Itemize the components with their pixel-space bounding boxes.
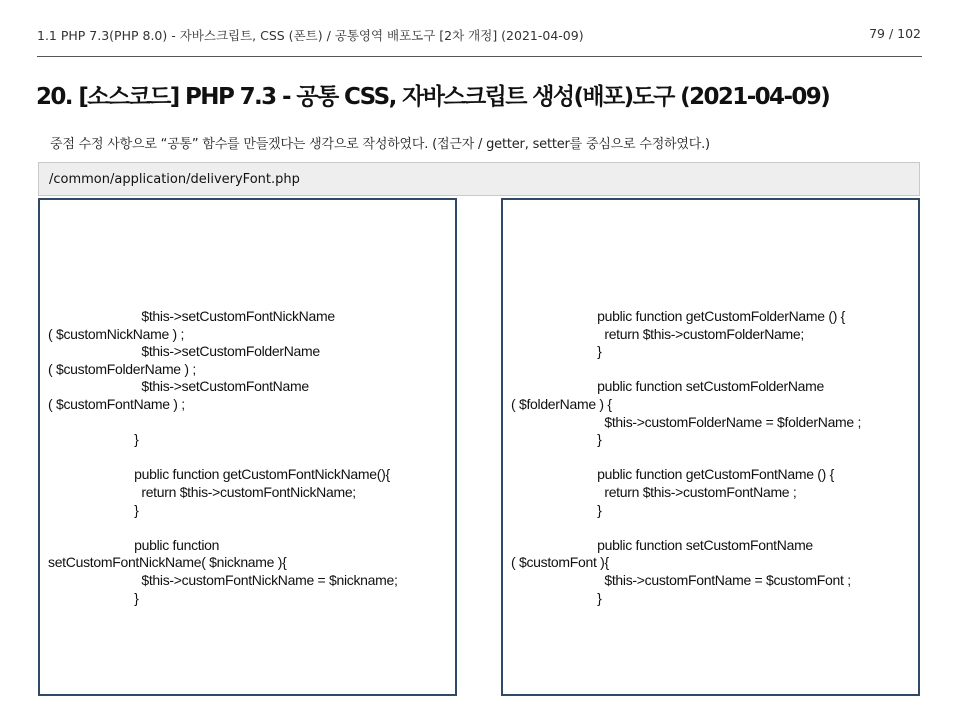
code-panel-left [38,198,457,696]
code-block-left: $this->setCustomFontNickName ( $customNickName ) ; $this->setCustomFolderName ( $customFolderName ) ; $this->setCustomFontName ( $customFontName ) ; } public function getCustomFontNickName(){ return $this->customFontNickName; } public function setCustomFontNickName( $nickname ){ $this->customFontNickName = $nickname; } [48,308,398,606]
section-title: 20. [소스코드] PHP 7.3 - 공통 CSS, 자바스크립트 생성(배포)도구 (2021-04-09) [36,84,830,110]
page-number: 79 / 102 [869,26,921,41]
file-path-bar [38,162,920,196]
section-note: 중점 수정 사항으로 “공통” 함수를 만들겠다는 생각으로 작성하였다. (접근자 / getter, setter를 중심으로 수정하였다.) [50,137,710,152]
code-block-right: public function getCustomFolderName () { return $this->customFolderName; } public function setCustomFolderName ( $folderName ) { $this->customFolderName = $folderName ; } public function getCustomFontName () { return $this->customFontName ; } public function setCustomFontName ( $customFont ){ $this->customFontName = $customFont ; } [511,308,862,606]
code-panel-right [501,198,920,696]
header-divider [37,56,922,57]
file-path: /common/application/deliveryFont.php [49,172,300,187]
document-header-title: 1.1 PHP 7.3(PHP 8.0) - 자바스크립트, CSS (폰트) / 공통영역 배포도구 [2차 개정] (2021-04-09) [37,28,584,43]
